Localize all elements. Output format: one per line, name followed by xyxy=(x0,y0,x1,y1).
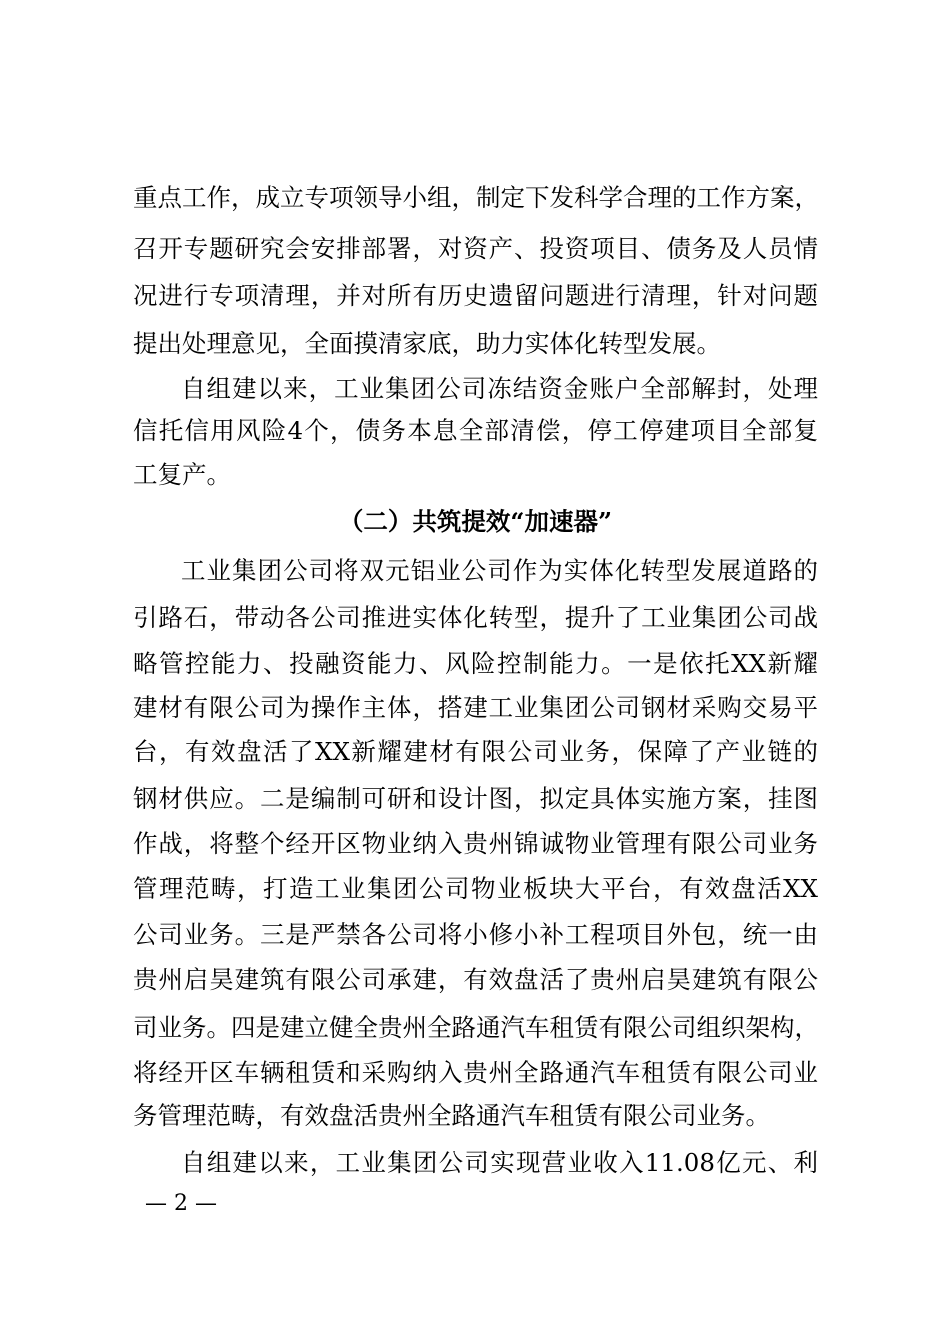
paragraph-2-line-3: 工复产。 xyxy=(133,460,231,489)
paragraph-3-line-11: 司业务。四是建立健全贵州全路通汽车租赁有限公司组织架构， xyxy=(133,1013,819,1042)
paragraph-3-line-2: 引路石，带动各公司推进实体化转型，提升了工业集团公司战 xyxy=(133,603,818,632)
paragraph-3-line-10: 贵州启昊建筑有限公司承建，有效盘活了贵州启昊建筑有限公 xyxy=(133,965,818,994)
paragraph-2-line-1: 自组建以来，工业集团公司冻结资金账户全部解封，处理 xyxy=(181,374,818,403)
page-number: — 2 — xyxy=(145,1191,217,1216)
paragraph-1-line-3: 况进行专项清理，并对所有历史遗留问题进行清理，针对问题 xyxy=(133,281,818,310)
paragraph-1-line-4: 提出处理意见，全面摸清家底，助力实体化转型发展。 xyxy=(133,329,721,358)
section-heading: （二）共筑提效“加速器” xyxy=(338,507,613,536)
paragraph-3-line-3: 略管控能力、投融资能力、风险控制能力。一是依托XX新耀 xyxy=(133,649,818,678)
paragraph-3-line-8: 管理范畴，打造工业集团公司物业板块大平台，有效盘活XX xyxy=(133,874,818,903)
paragraph-3-line-4: 建材有限公司为操作主体，搭建工业集团公司钢材采购交易平 xyxy=(133,693,818,722)
paragraph-3-line-6: 钢材供应。二是编制可研和设计图，拟定具体实施方案，挂图 xyxy=(133,784,818,813)
paragraph-1-line-2: 召开专题研究会安排部署，对资产、投资项目、债务及人员情 xyxy=(133,234,818,263)
paragraph-3-line-9: 公司业务。三是严禁各公司将小修小补工程项目外包，统一由 xyxy=(133,920,818,949)
paragraph-3-line-5: 台，有效盘活了XX新耀建材有限公司业务，保障了产业链的 xyxy=(133,737,818,766)
paragraph-3-line-7: 作战，将整个经开区物业纳入贵州锦诚物业管理有限公司业务 xyxy=(133,829,818,858)
paragraph-3-line-13: 务管理范畴，有效盘活贵州全路通汽车租赁有限公司业务。 xyxy=(133,1101,770,1130)
paragraph-3-line-12: 将经开区车辆租赁和采购纳入贵州全路通汽车租赁有限公司业 xyxy=(133,1058,818,1087)
paragraph-4-line-1: 自组建以来，工业集团公司实现营业收入11.08亿元、利 xyxy=(181,1148,818,1177)
paragraph-1-line-1: 重点工作，成立专项领导小组，制定下发科学合理的工作方案， xyxy=(133,183,819,212)
paragraph-3-line-1: 工业集团公司将双元铝业公司作为实体化转型发展道路的 xyxy=(181,556,818,585)
paragraph-2-line-2: 信托信用风险4个，债务本息全部清偿，停工停建项目全部复 xyxy=(133,416,818,445)
